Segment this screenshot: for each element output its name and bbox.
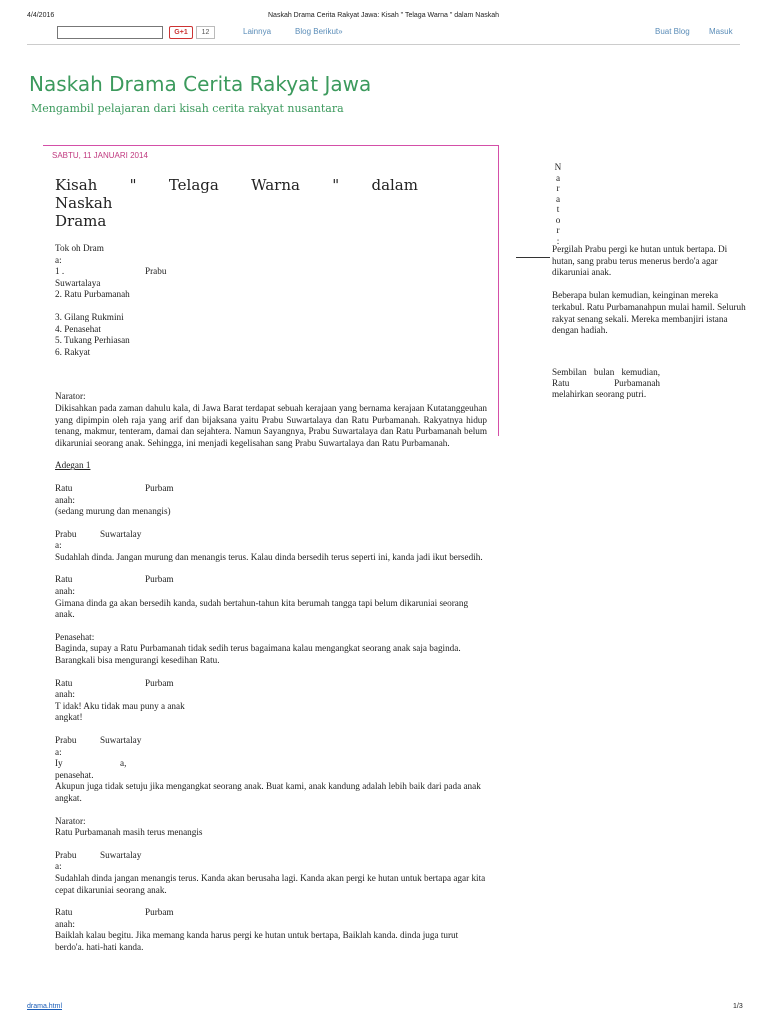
title-word: Telaga (168, 176, 219, 194)
dialogue-line: Dikisahkan pada zaman dahulu kala, di Jawa Barat terdapat sebuah kerajaan yang bernama kerajaan Kutatanggeuhan yang dipimpin oleh raja yang arif dan bijaksana yaitu Prabu Suwartalaya dan Ratu Purbamanah. Rakyatnya hidup tenang, makmur, tenteram, damai dan sejahtera. Namun Sayangnya, Prabu Suwartalaya dan Ratu Purbamanah belum dikaruniai seorang anak. Sehingga, ini menjadi kegelisahan sang Prabu Suwartalaya dan Ratu Purbamanah. (55, 402, 487, 448)
dialogue-line: Ratu Purbamanah masih terus menangis (55, 827, 203, 838)
dialogue-line: angkat! (55, 712, 83, 723)
speaker-name-cont: a: (55, 861, 62, 872)
blogger-navbar (0, 25, 768, 45)
more-link[interactable]: Lainnya (243, 27, 272, 36)
cast-item-name: Prabu (145, 266, 167, 277)
speaker-name: Ratu (55, 677, 73, 688)
footer-url-link[interactable]: drama.html (27, 1003, 63, 1010)
login-link[interactable]: Masuk (709, 27, 733, 36)
navbar-divider (27, 44, 740, 45)
title-word: " (129, 176, 137, 194)
speaker-name-cont: a: (55, 746, 62, 757)
dialogue-line: Sudahlah dinda jangan menangis terus. Kanda akan berusaha lagi. Kanda akan pergi ke hutan untuk bertapa agar kita cepat dikaruniai seorang anak. (55, 872, 486, 895)
blog-title[interactable]: Naskah Drama Cerita Rakyat Jawa (29, 72, 372, 96)
speaker-name: Suwartalay (100, 849, 142, 860)
narator-letter: N (554, 162, 562, 172)
narator-letter: o (555, 214, 561, 225)
speaker-name: Purbam (145, 677, 174, 688)
dialogue-line (55, 758, 487, 770)
sidebar-paragraph-last: Sembilan bulan kemudian, Ratu Purbamanah melahirkan seorang putri. (552, 367, 660, 399)
speaker-name: Prabu (55, 735, 77, 745)
speaker-name-cont: a: (55, 540, 62, 551)
narator-letter: r (556, 183, 560, 193)
title-word: dalam (371, 176, 418, 194)
speaker-ratu (55, 574, 487, 586)
title-word: Kisah (55, 176, 98, 194)
speaker-name-cont: anah: (55, 918, 75, 929)
dialogue-line: Sudahlah dinda. Jangan murung dan menangis terus. Kalau dinda bersedih terus seperti ini, kanda jadi ikut bersedih. (55, 551, 483, 562)
speaker-prabu (55, 529, 487, 541)
narator-letter: r (556, 225, 560, 235)
print-date: 4/4/2016 (27, 12, 55, 19)
sidebar-paragraph: Pergilah Prabu pergi ke hutan untuk bertapa. Di hutan, sang prabu terus menerus berdo'a agar dikaruniai anak. (552, 244, 728, 278)
post-title-line2: Naskah (55, 194, 113, 212)
speaker-name-cont: anah: (55, 494, 75, 505)
speaker-name: Suwartalay (100, 735, 142, 745)
post-title[interactable] (55, 176, 418, 230)
cast-item-6: 6. Rakyat (55, 346, 91, 357)
blog-description: Mengambil pelajaran dari kisah cerita rakyat nusantara (31, 102, 344, 115)
speaker-narator: Narator: (55, 815, 86, 826)
cast-item-number: 1 . (55, 266, 65, 277)
dialogue-line: Gimana dinda ga akan bersedih kanda, sudah bertahun-tahun kita berumah tangga tapi belum dikaruniai seorang anak. (55, 597, 469, 620)
scene-heading: Adegan 1 (55, 460, 91, 471)
cast-item-4: 4. Penasehat (55, 323, 101, 334)
cast-heading-b: a: (55, 254, 62, 265)
speaker-name-cont: anah: (55, 586, 75, 597)
speaker-prabu (55, 735, 487, 747)
cast-heading: Tok oh Dram (55, 243, 104, 253)
speaker-name: Purbam (145, 574, 174, 585)
speaker-narator: Narator: (55, 391, 86, 402)
post-body (55, 243, 487, 954)
title-word: " (332, 176, 340, 194)
page-number: 1/3 (733, 1003, 743, 1010)
speaker-name: Suwartalay (100, 528, 142, 539)
speaker-name: Prabu (55, 528, 77, 539)
print-title: Naskah Drama Cerita Rakyat Jawa: Kisah " Telaga Warna " dalam Naskah (268, 12, 500, 19)
sidebar-dash (516, 257, 550, 258)
narator-letter: : (556, 235, 560, 246)
speaker-ratu (55, 483, 487, 495)
speaker-prabu (55, 850, 487, 862)
cast-item-5: 5. Tukang Perhiasan (55, 335, 130, 346)
create-blog-link[interactable]: Buat Blog (655, 27, 690, 36)
speaker-name: Ratu (55, 482, 73, 493)
narator-letter: a (555, 172, 561, 183)
speaker-name: Prabu (55, 849, 77, 860)
gplus-count: 12 (196, 26, 215, 39)
cast-item-1b: Suwartalaya (55, 277, 101, 288)
gplus-button[interactable]: G+1 (169, 26, 193, 39)
speaker-penasehat: Penasehat: (55, 631, 95, 642)
narator-letter: a (555, 193, 561, 204)
post-title-line1 (55, 176, 418, 194)
cast-item-1 (55, 266, 487, 278)
dialogue-line: Baginda, supay a Ratu Purbamanah tidak sedih terus bagaimana kalau mengangkat seorang anak saja baginda. Barangkali bisa mengurangi kesedihan Ratu. (55, 643, 461, 666)
dialogue-line: (sedang murung dan menangis) (55, 506, 171, 517)
narator-letter: t (556, 204, 560, 214)
speaker-name: Ratu (55, 907, 73, 918)
search-input[interactable] (57, 26, 163, 39)
sidebar-text (552, 244, 746, 348)
speaker-name: Purbam (145, 482, 174, 493)
print-header (0, 12, 768, 24)
dialogue-line: T idak! Aku tidak mau puny a anak (55, 700, 185, 711)
sidebar-narator-vertical (552, 162, 564, 246)
speaker-ratu (55, 907, 487, 919)
speaker-ratu (55, 678, 487, 690)
dialogue-word: a, (120, 758, 127, 769)
dialogue-line: Baiklah kalau begitu. Jika memang kanda harus pergi ke hutan untuk bertapa, Baiklah kanda. dinda juga turut berdo'a. hati-hati kanda. (55, 930, 459, 952)
speaker-name: Ratu (55, 574, 73, 585)
speaker-name-cont: anah: (55, 689, 75, 700)
title-word: Warna (251, 176, 300, 194)
cast-item-2: 2. Ratu Purbamanah (55, 289, 130, 300)
dialogue-line: penasehat. (55, 769, 94, 780)
post-title-line3: Drama (55, 212, 107, 230)
next-blog-link[interactable]: Blog Berikut» (295, 27, 343, 36)
post-date: SABTU, 11 JANUARI 2014 (52, 151, 148, 160)
dialogue-word: Iy (55, 758, 63, 769)
cast-item-3: 3. Gilang Rukmini (55, 311, 124, 322)
sidebar-paragraph: Beberapa bulan kemudian, keinginan mereka terkabul. Ratu Purbamanahpun mulai hamil. Seluruh rakyat senang sekali. Mereka membanjiri istana dengan hadiah. (552, 290, 746, 336)
speaker-name: Purbam (145, 907, 174, 918)
dialogue-line: Akupun juga tidak setuju jika mengangkat seorang anak. Buat kami, anak kandung adalah lebih baik dari pada anak angkat. (55, 781, 481, 803)
